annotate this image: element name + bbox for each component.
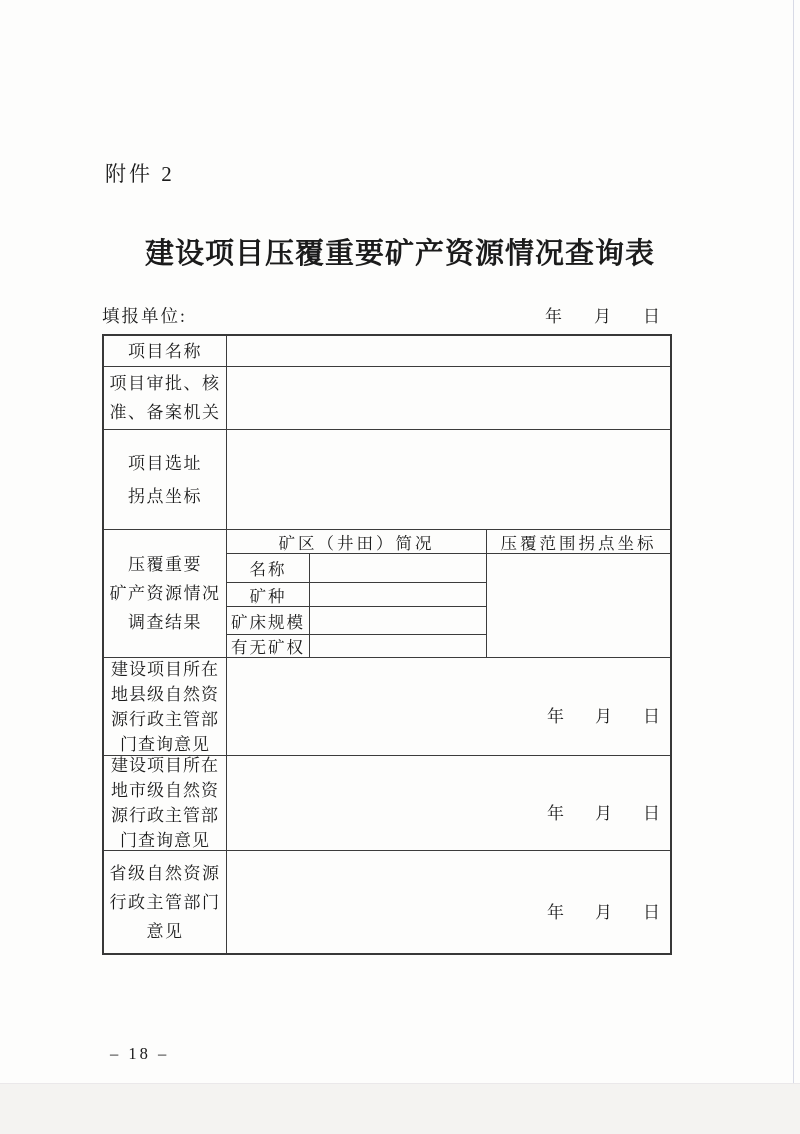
survey-result-section-label: 压覆重要 矿产资源情况 调查结果: [104, 530, 227, 658]
mineral-type-label: 矿种: [227, 583, 310, 607]
approval-authority-value-cell: [227, 367, 670, 430]
mining-rights-value-cell: [310, 635, 487, 658]
month-label: 月: [595, 803, 612, 823]
covered-range-coordinates-value-cell: [487, 554, 670, 658]
attachment-label: 附件 2: [105, 162, 175, 186]
deposit-scale-value-cell: [310, 607, 487, 635]
deposit-scale-label: 矿床规模: [227, 607, 310, 635]
mining-rights-label: 有无矿权: [227, 635, 310, 658]
header-date-placeholder: [545, 302, 668, 327]
site-coordinates-label: 项目选址 拐点坐标: [104, 430, 227, 530]
province-authority-opinion-label: 省级自然资源 行政主管部门 意见: [104, 851, 227, 953]
project-name-value-cell: [227, 336, 670, 367]
city-authority-opinion-label: 建设项目所在 地市级自然资 源行政主管部 门查询意见: [104, 756, 227, 851]
mineral-type-value-cell: [310, 583, 487, 607]
day-label: 日: [643, 707, 660, 726]
month-label: 月: [595, 902, 612, 922]
year-label: 年: [547, 707, 564, 726]
project-name-label: 项目名称: [104, 336, 227, 367]
day-label: 日: [643, 803, 660, 823]
year-label: 年: [545, 307, 562, 326]
month-label: 月: [594, 307, 611, 326]
month-label: 月: [595, 707, 612, 726]
day-label: 日: [643, 307, 660, 326]
province-opinion-value-cell: [227, 851, 670, 953]
county-opinion-value-cell: [227, 658, 670, 756]
query-form-table: [102, 334, 672, 955]
approval-authority-label: 项目审批、核 准、备案机关: [104, 367, 227, 430]
mine-area-overview-header: 矿区（井田）简况: [227, 530, 487, 554]
year-label: 年: [547, 803, 564, 823]
county-authority-opinion-label: 建设项目所在 地县级自然资 源行政主管部 门查询意见: [104, 658, 227, 756]
city-opinion-value-cell: [227, 756, 670, 851]
day-label: 日: [643, 902, 660, 922]
mine-name-label: 名称: [227, 554, 310, 583]
scan-background-band: [0, 1083, 800, 1134]
reporting-unit-label: 填报单位:: [102, 306, 187, 326]
page-number: – 18 –: [110, 1044, 170, 1063]
document-title: 建设项目压覆重要矿产资源情况查询表: [144, 238, 655, 270]
scan-page-right-edge: [793, 0, 794, 1133]
year-label: 年: [547, 902, 564, 922]
site-coordinates-value-cell: [227, 430, 670, 530]
covered-range-coordinates-header: 压覆范围拐点坐标: [487, 530, 670, 554]
mine-name-value-cell: [310, 554, 487, 583]
form-meta-row: [102, 302, 668, 328]
